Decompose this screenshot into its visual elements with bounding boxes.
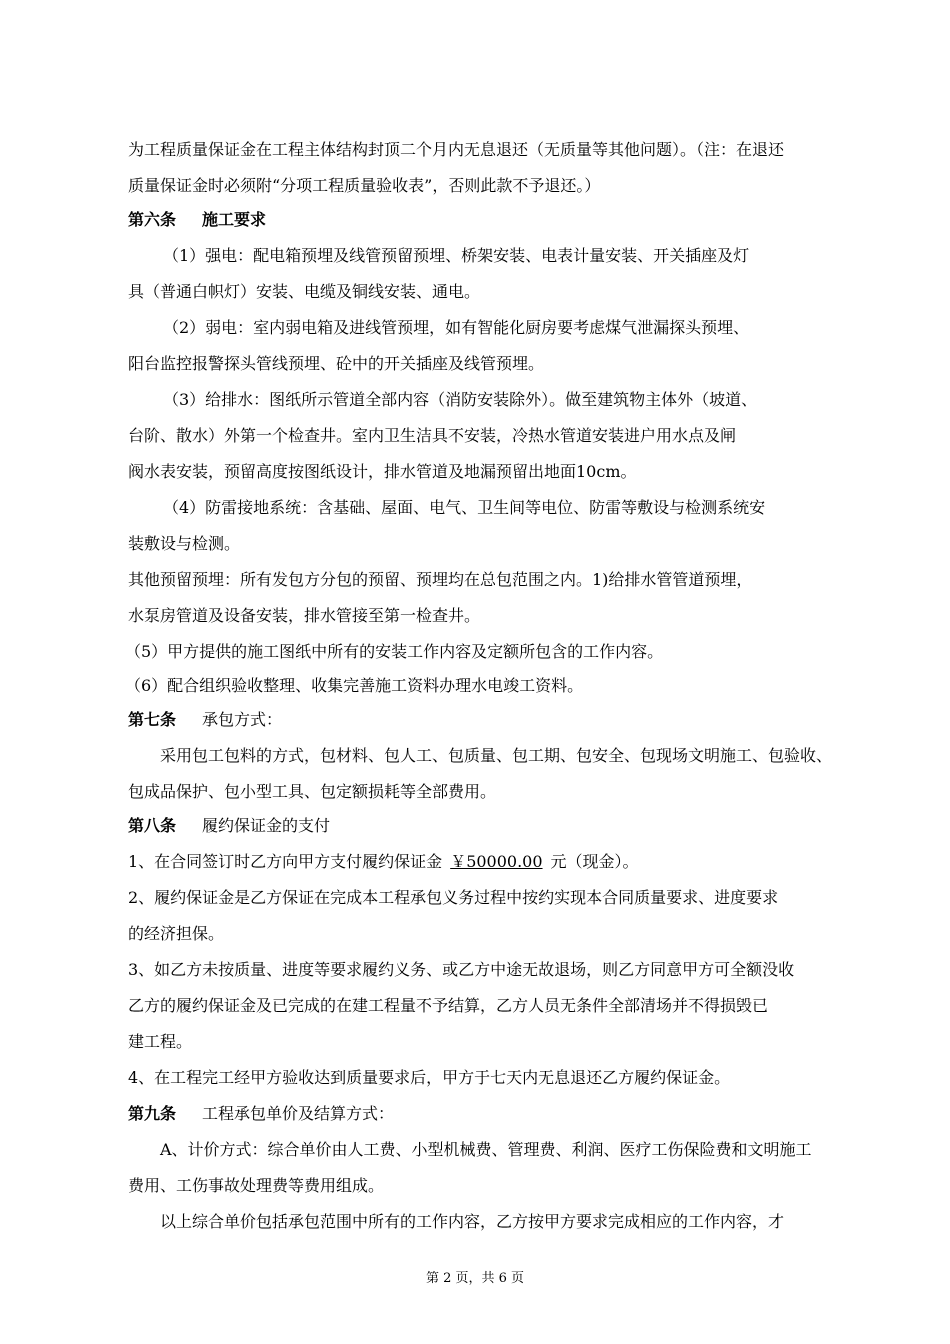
paragraph-line: 阀水表安装，预留高度按图纸设计，排水管道及地漏预留出地面10cm。	[128, 462, 637, 481]
article-9-heading	[128, 1104, 840, 1124]
paragraph-line: 台阶、散水）外第一个检查井。室内卫生洁具不安装，冷热水管道安装进户用水点及闸	[128, 426, 737, 445]
paragraph-line: 的经济担保。	[128, 924, 225, 943]
paragraph-line: A、计价方式：综合单价由人工费、小型机械费、管理费、利润、医疗工伤保险费和文明施工	[160, 1140, 812, 1159]
article-8-heading	[128, 816, 840, 836]
paragraph-line: 水泵房管道及设备安装，排水管接至第一检查井。	[128, 606, 481, 625]
paragraph-line: （6）配合组织验收整理、收集完善施工资料办理水电竣工资料。	[125, 676, 584, 695]
article-number: 第六条	[128, 210, 177, 229]
paragraph-line: 阳台监控报警探头管线预埋、砼中的开关插座及线管预埋。	[128, 354, 545, 373]
paragraph-line: （3）给排水：图纸所示管道全部内容（消防安装除外）。做至建筑物主体外（坡道、	[163, 390, 758, 409]
article-number: 第七条	[128, 710, 177, 729]
paragraph-line: 3、如乙方未按质量、进度等要求履约义务、或乙方中途无故退场，则乙方同意甲方可全额没收	[128, 960, 795, 979]
paragraph-line: 为工程质量保证金在工程主体结构封顶二个月内无息退还（无质量等其他问题）。（注：在退还	[128, 140, 785, 159]
page-footer: 第 2 页，共 6 页	[425, 1271, 525, 1286]
article-number: 第八条	[128, 816, 177, 835]
paragraph-line: （5）甲方提供的施工图纸中所有的安装工作内容及定额所包含的工作内容。	[125, 642, 664, 661]
paragraph-line: 具（普通白帜灯）安装、电缆及铜线安装、通电。	[128, 282, 481, 301]
article-title: 施工要求	[202, 210, 267, 229]
paragraph-line: 质量保证金时必须附“分项工程质量验收表”，否则此款不予退还。）	[128, 176, 601, 195]
paragraph-line: 包成品保护、包小型工具、包定额损耗等全部费用。	[128, 782, 497, 801]
paragraph-line: （4）防雷接地系统：含基础、屋面、电气、卫生间等电位、防雷等敷设与检测系统安	[163, 498, 766, 517]
deposit-prefix: 1、在合同签订时乙方向甲方支付履约保证金	[128, 852, 443, 871]
paragraph-line: 采用包工包料的方式，包材料、包人工、包质量、包工期、包安全、包现场文明施工、包验收、	[160, 746, 833, 765]
article-title: 承包方式：	[202, 710, 283, 729]
article-6-heading	[128, 210, 840, 230]
paragraph-line: 以上综合单价包括承包范围中所有的工作内容，乙方按甲方要求完成相应的工作内容，才	[160, 1212, 785, 1231]
paragraph-line: （2）弱电：室内弱电箱及进线管预埋，如有智能化厨房要考虑煤气泄漏探头预埋、	[163, 318, 750, 337]
article-7-heading	[128, 710, 840, 730]
article-title: 履约保证金的支付	[202, 816, 331, 835]
article-title: 工程承包单价及结算方式：	[202, 1104, 395, 1123]
paragraph-line: 建工程。	[128, 1032, 193, 1051]
deposit-line	[128, 852, 840, 872]
paragraph-line: 装敷设与检测。	[128, 534, 241, 553]
paragraph-line: 其他预留预埋：所有发包方分包的预留、预埋均在总包范围之内。1)给排水管管道预埋，	[128, 570, 753, 589]
paragraph-line: （1）强电：配电箱预埋及线管预留预埋、桥架安装、电表计量安装、开关插座及灯	[163, 246, 750, 265]
paragraph-line: 2、履约保证金是乙方保证在完成本工程承包义务过程中按约实现本合同质量要求、进度要求	[128, 888, 779, 907]
article-number: 第九条	[128, 1104, 177, 1123]
paragraph-line: 乙方的履约保证金及已完成的在建工程量不予结算，乙方人员无条件全部清场并不得损毁已	[128, 996, 769, 1015]
paragraph-line: 4、在工程完工经甲方验收达到质量要求后，甲方于七天内无息退还乙方履约保证金。	[128, 1068, 731, 1087]
deposit-suffix: 元（现金）。	[550, 852, 639, 871]
paragraph-line: 费用、工伤事故处理费等费用组成。	[128, 1176, 385, 1195]
deposit-amount: ￥50000.00	[450, 852, 543, 871]
